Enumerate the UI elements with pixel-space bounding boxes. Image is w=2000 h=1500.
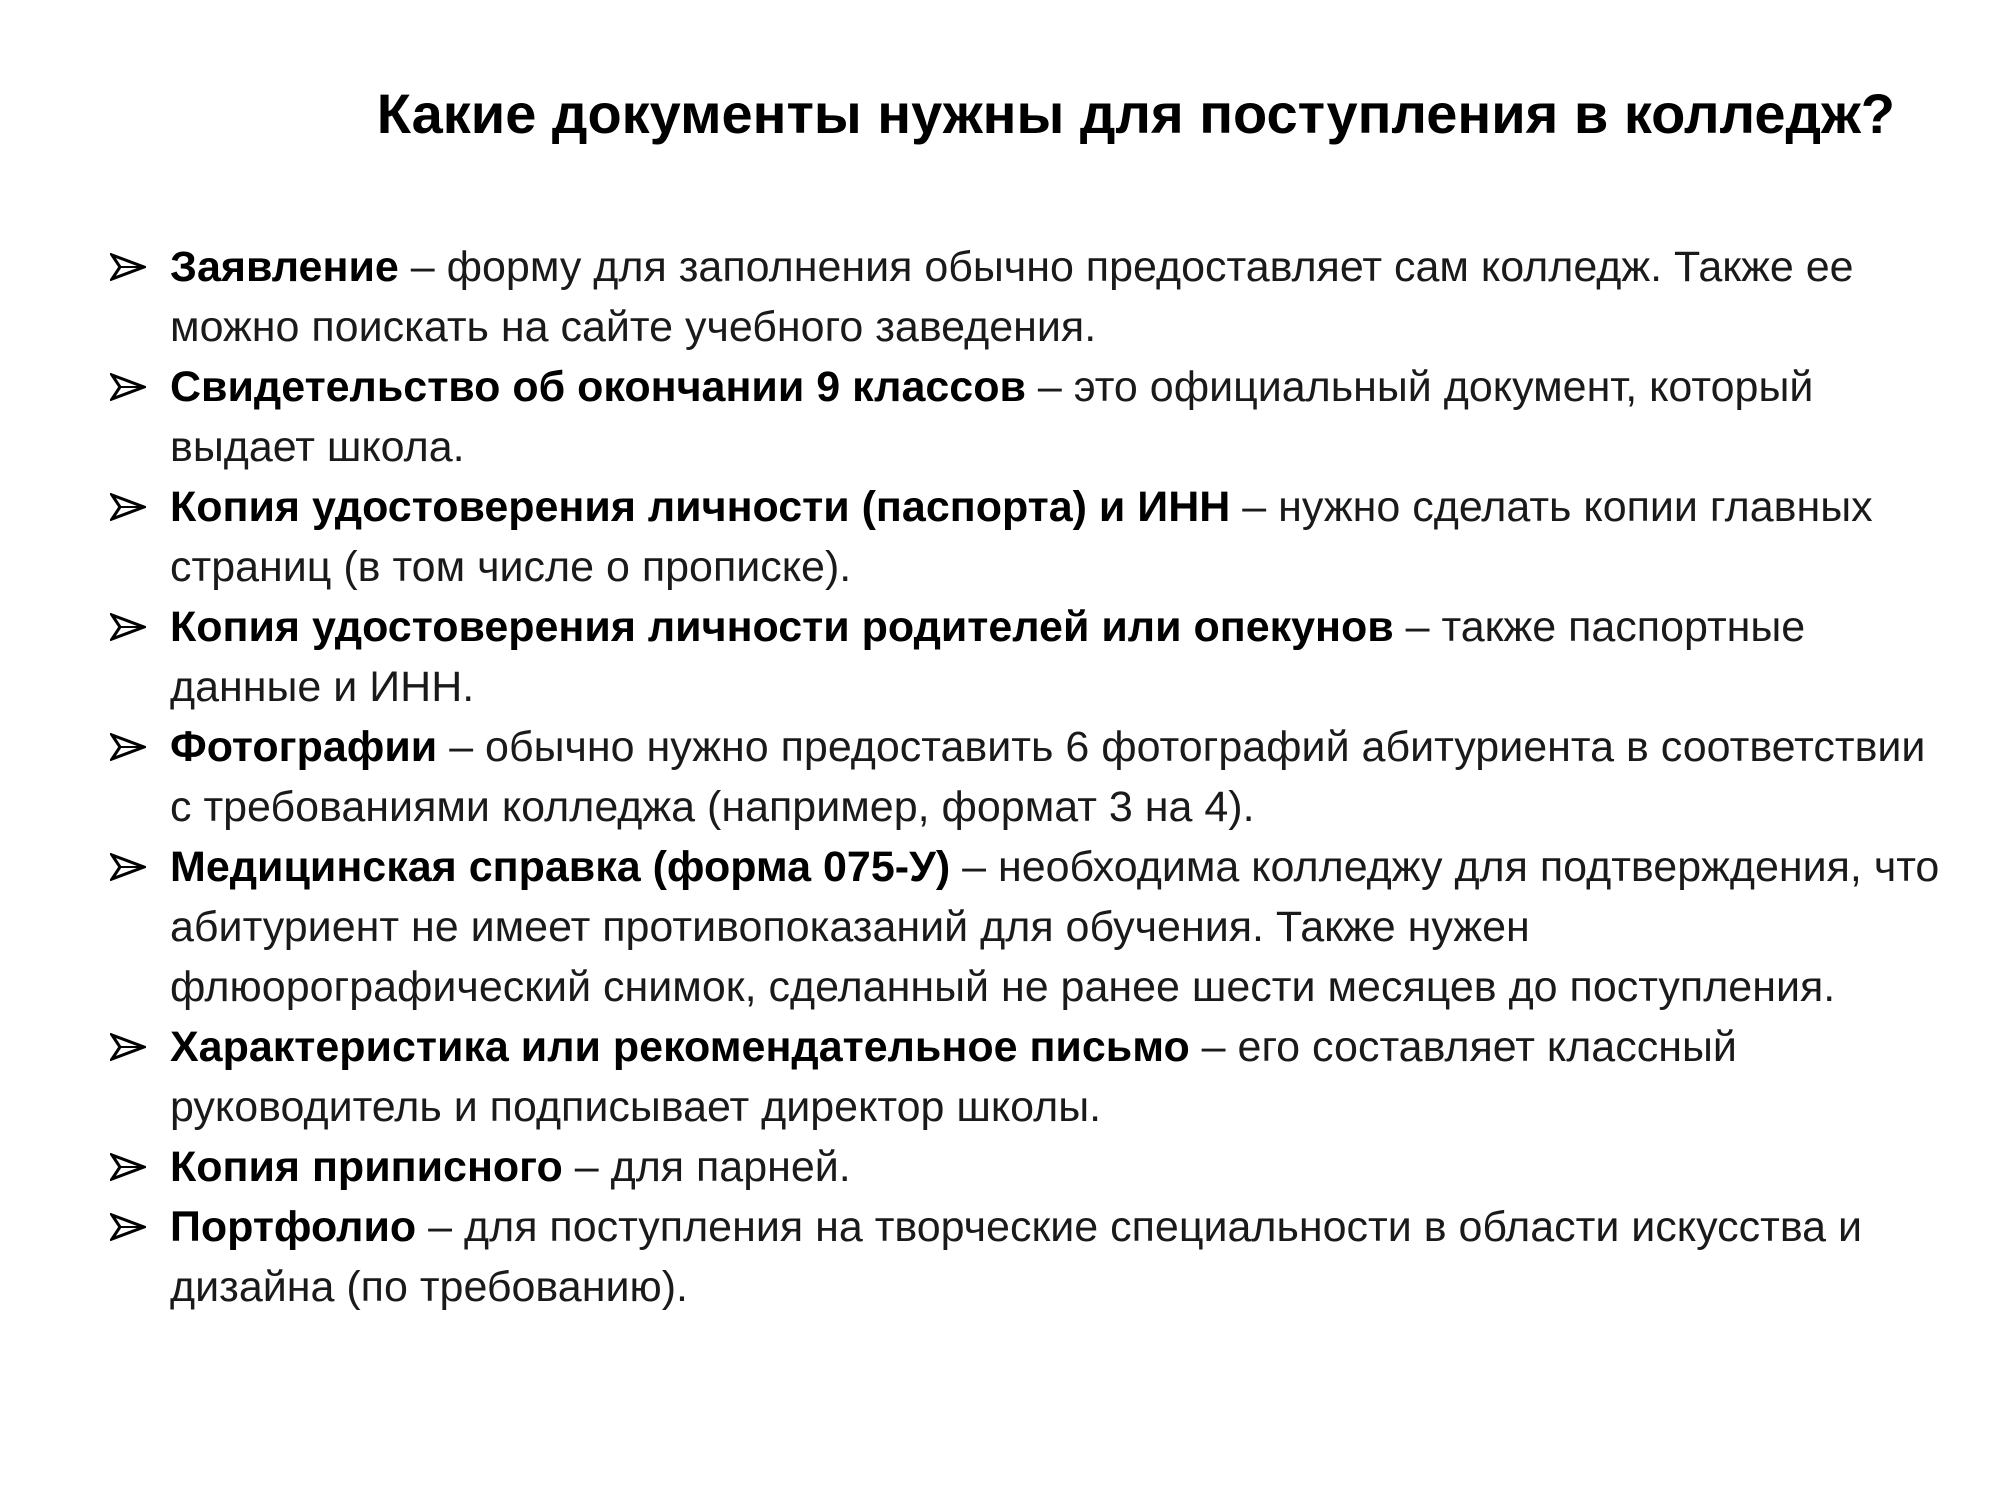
list-item [110, 837, 1940, 1017]
item-term: Свидетельство об окончании 9 классов [170, 363, 1026, 411]
slide-title: Какие документы нужны для поступления в колледж? [376, 82, 1895, 145]
documents-list [110, 237, 1940, 1317]
item-text: – обычно нужно предоставить 6 фотографий абитуриента в соответствии с требованиями колледжа (например, формат 3 на 4). [170, 723, 1926, 831]
item-text: – форму для заполнения обычно предоставляет сам колледж. Также ее можно поискать на сайте учебного заведения. [170, 243, 1854, 351]
item-term: Фотографии [170, 723, 438, 771]
item-text: – это официальный документ, который выдает школа. [170, 363, 1814, 471]
item-text: – необходима колледжу для подтверждения, что абитуриент не имеет противопоказаний для обучения. Также нужен флюорографический снимок, сделанный не ранее шести месяцев до поступления. [170, 843, 1940, 1011]
item-term: Копия удостоверения личности родителей или опекунов [170, 603, 1394, 651]
list-item [110, 1197, 1940, 1317]
list-item [110, 717, 1940, 837]
list-item [110, 477, 1940, 597]
arrowhead-bullet-icon [110, 1153, 146, 1181]
item-term: Портфолио [170, 1203, 417, 1251]
list-item [110, 1137, 1940, 1197]
item-term: Медицинская справка (форма 075-У) [170, 843, 951, 891]
list-item [110, 357, 1940, 477]
item-text: – для поступления на творческие специальности в области искусства и дизайна (по требованию). [170, 1203, 1863, 1311]
arrowhead-bullet-icon [110, 1033, 146, 1061]
arrowhead-bullet-icon [110, 253, 146, 281]
item-text: – нужно сделать копии главных страниц (в том числе о прописке). [170, 483, 1873, 591]
list-item [110, 237, 1940, 357]
item-term: Характеристика или рекомендательное письмо [170, 1023, 1190, 1071]
item-term: Заявление [170, 243, 399, 291]
item-text: – для парней. [562, 1143, 851, 1191]
arrowhead-bullet-icon [110, 373, 146, 401]
arrowhead-bullet-icon [110, 613, 146, 641]
item-term: Копия приписного [170, 1143, 563, 1191]
list-item [110, 597, 1940, 717]
arrowhead-bullet-icon [110, 733, 146, 761]
item-text: – его составляет классный руководитель и подписывает директор школы. [170, 1023, 1737, 1131]
arrowhead-bullet-icon [110, 853, 146, 881]
arrowhead-bullet-icon [110, 1213, 146, 1241]
list-item [110, 1017, 1940, 1137]
item-text: – также паспортные данные и ИНН. [170, 603, 1806, 711]
item-term: Копия удостоверения личности (паспорта) и ИНН [170, 483, 1231, 531]
arrowhead-bullet-icon [110, 493, 146, 521]
